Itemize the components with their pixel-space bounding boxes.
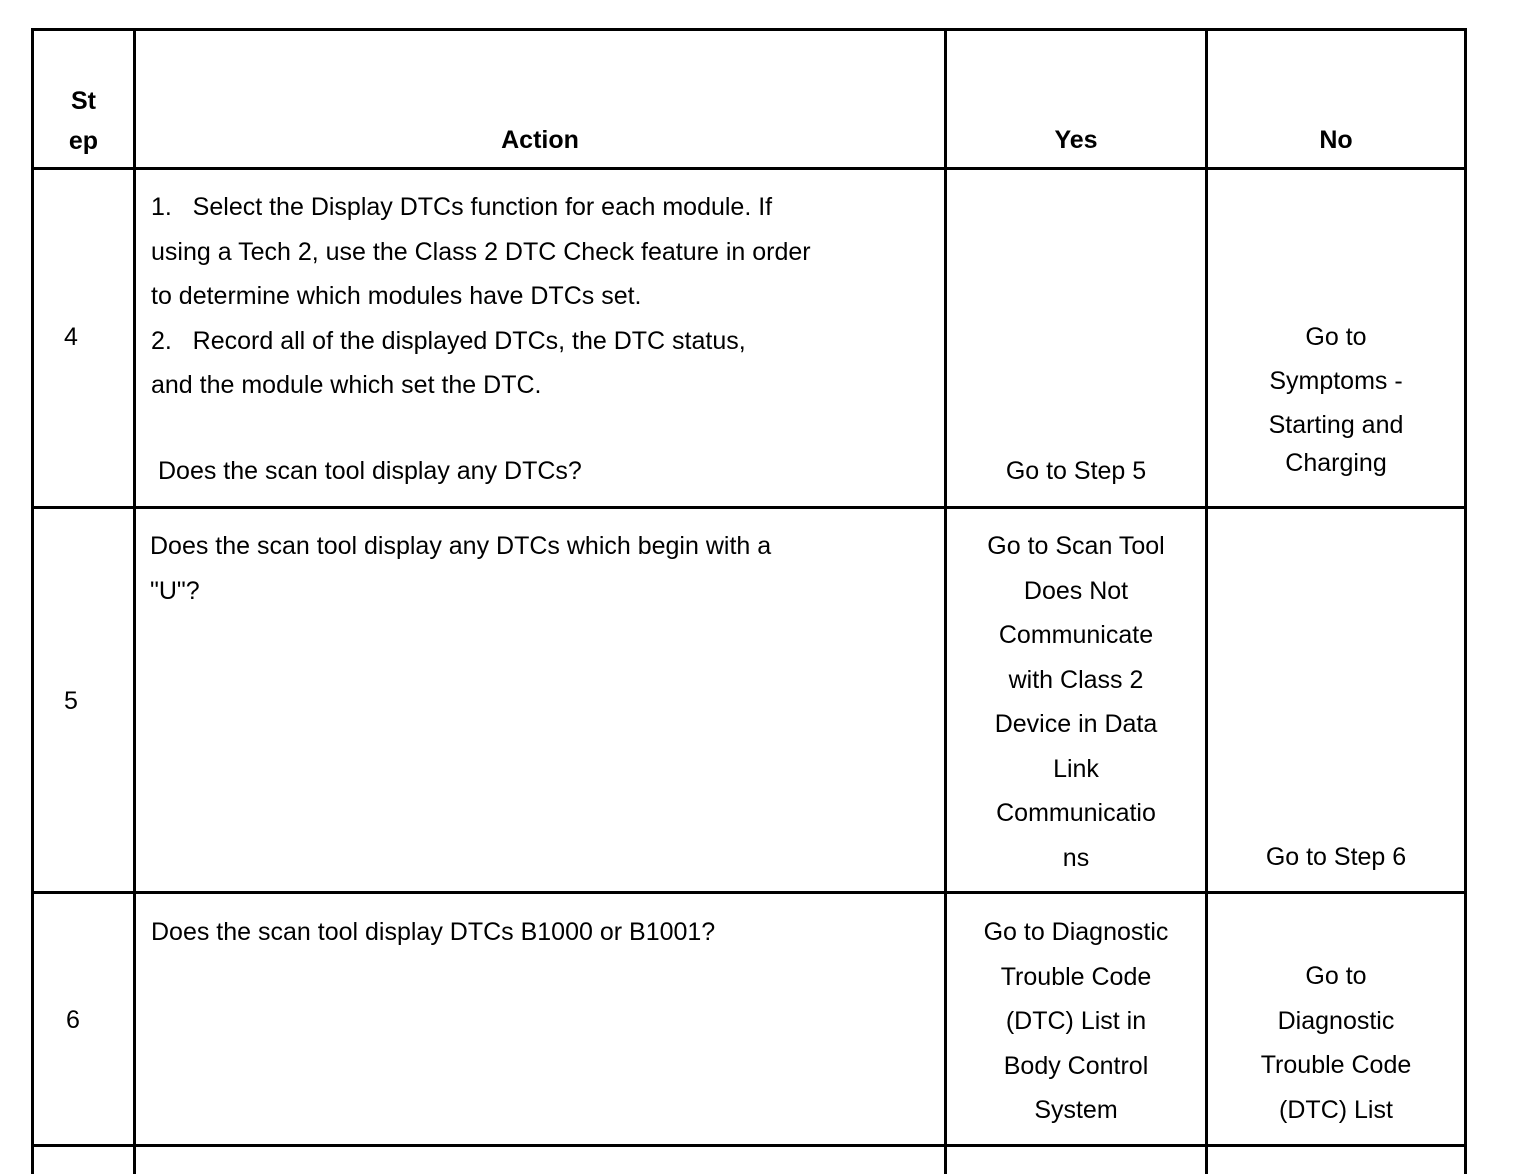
row-6-action bbox=[151, 910, 715, 955]
row-5-step: 5 bbox=[64, 687, 78, 715]
row-5-action bbox=[150, 524, 771, 613]
header-action: Action bbox=[501, 126, 579, 154]
header-no: No bbox=[1319, 126, 1353, 154]
row-5-yes-line: with Class 2 bbox=[1008, 665, 1144, 694]
header-step bbox=[34, 81, 133, 161]
row-6-action-line: Does the scan tool display DTCs B1000 or B1001? bbox=[151, 918, 716, 946]
row-6-no-line: Go to bbox=[1305, 962, 1367, 990]
row-4-action-line: using a Tech 2, use the Class 2 DTC Check feature in order bbox=[151, 237, 811, 266]
col-border-left bbox=[31, 28, 34, 1174]
row-6-yes-line: Body Control bbox=[1003, 1051, 1149, 1080]
table-border-top bbox=[31, 28, 1467, 31]
header-step-line2: ep bbox=[68, 127, 99, 155]
row-4-action-line: 2. Record all of the displayed DTCs, the DTC status, bbox=[151, 326, 746, 355]
row-6-no-line: (DTC) List bbox=[1279, 1095, 1393, 1124]
row-4-no-line: Starting and bbox=[1268, 411, 1404, 439]
row-5-yes-line: Link bbox=[1053, 754, 1099, 783]
header-step-line1: St bbox=[71, 87, 96, 115]
row-4-no-line: Symptoms - bbox=[1269, 367, 1403, 395]
header-yes: Yes bbox=[1054, 126, 1098, 154]
row-6-yes-line: System bbox=[1034, 1096, 1118, 1124]
col-divider-step-action bbox=[133, 28, 136, 1174]
row-divider-bottom bbox=[31, 1144, 1467, 1147]
row-6-step: 6 bbox=[66, 1006, 80, 1034]
col-border-right bbox=[1464, 28, 1467, 1174]
row-divider-5-6 bbox=[31, 891, 1467, 894]
row-4-yes-line: Go to Step 5 bbox=[1005, 457, 1147, 485]
row-4-no bbox=[1208, 315, 1464, 479]
row-4-step: 4 bbox=[64, 323, 78, 351]
row-4-action-line: and the module which set the DTC. bbox=[151, 371, 542, 399]
row-5-yes bbox=[947, 524, 1205, 880]
row-5-yes-line: Communicate bbox=[998, 621, 1154, 649]
row-5-yes-line: ns bbox=[1062, 843, 1090, 872]
row-5-yes-line: Go to Scan Tool bbox=[987, 532, 1165, 560]
row-4-action bbox=[151, 185, 811, 408]
row-5-no-line: Go to Step 6 bbox=[1265, 843, 1407, 871]
diagnostic-table bbox=[31, 28, 1467, 1174]
row-4-action-line: to determine which modules have DTCs set. bbox=[151, 282, 642, 310]
row-5-yes-line: Does Not bbox=[1023, 576, 1129, 605]
row-6-yes-line: (DTC) List in bbox=[1005, 1007, 1147, 1035]
row-6-yes-line: Go to Diagnostic bbox=[983, 918, 1169, 946]
row-5-yes-line: Device in Data bbox=[994, 710, 1158, 738]
row-5-action-line: "U"? bbox=[150, 576, 200, 605]
row-6-yes-line: Trouble Code bbox=[1000, 962, 1152, 991]
row-6-yes bbox=[947, 910, 1205, 1133]
row-4-no-line: Charging bbox=[1285, 449, 1387, 477]
row-4-question: Does the scan tool display any DTCs? bbox=[158, 457, 582, 485]
row-6-no-line: Diagnostic bbox=[1277, 1006, 1395, 1035]
row-4-yes bbox=[947, 449, 1205, 494]
row-4-no-line: Go to bbox=[1305, 323, 1367, 351]
row-6-no bbox=[1208, 954, 1464, 1132]
row-5-no bbox=[1208, 835, 1464, 880]
row-4-action-line: 1. Select the Display DTCs function for each module. If bbox=[151, 193, 773, 221]
row-5-action-line: Does the scan tool display any DTCs which begin with a bbox=[150, 532, 772, 560]
row-5-yes-line: Communicatio bbox=[996, 799, 1156, 827]
row-6-no-line: Trouble Code bbox=[1260, 1051, 1412, 1079]
row-divider-4-5 bbox=[31, 506, 1467, 509]
header-divider bbox=[31, 167, 1467, 170]
